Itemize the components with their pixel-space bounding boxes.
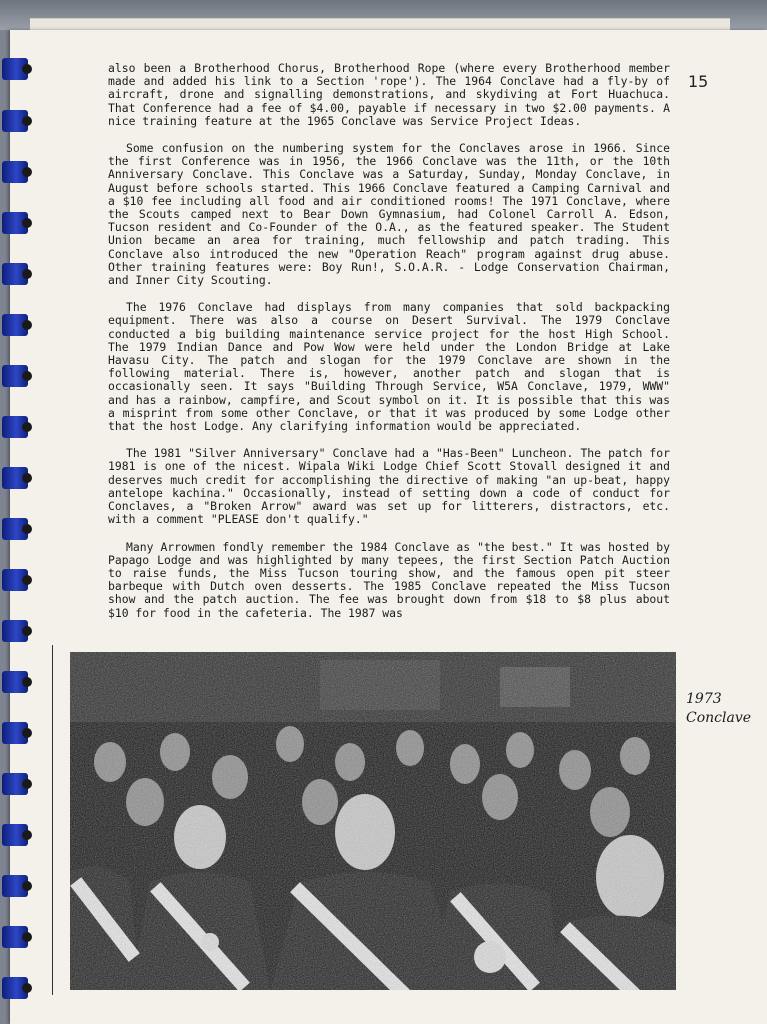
binding-coil: [2, 569, 28, 591]
binding-coil: [2, 314, 28, 336]
binding-coil: [2, 926, 28, 948]
paragraph: Many Arrowmen fondly remember the 1984 Conclave as "the best." It was hosted by Papago Lodge and was highlighted by many tepees, the first Section Patch Auction to raise funds, the Miss Tucson touring show, and the famous open pit steer barbeque with Dutch oven desserts. The 1985 Conclave repeated the Miss Tucson show and the patch auction. The fee was brought down from $18 to $8 plus about $10 for food in the cafeteria. The 1987 was: [108, 539, 670, 620]
binding-coil: [2, 875, 28, 897]
binding-coil: [2, 365, 28, 387]
paragraph: Some confusion on the numbering system for the Conclaves arose in 1966. Since the first Conference was in 1956, the 1966 Conclave was the 11th, or the 10th Anniversary Conclave. This Conclave was a Saturday, Sunday, Monday Conclave, in August before schools started. This 1966 Conclave featured a Camping Carnival and a $10 fee including all food and air conditioned rooms! The 1971 Conclave, where the Scouts camped next to Bear Down Gymnasium, had Colonel Carroll A. Edson, Tucson resident and Co-Founder of the O.A., as the featured speaker. The Student Union became an area for training, much fellowship and patch trading. This Conclave also introduced the new "Operation Reach" program against drug abuse. Other training features were: Boy Run!, S.O.A.R. - Lodge Conservation Chairman, and Inner City Scouting.: [108, 141, 670, 288]
page-number: 15: [688, 72, 709, 91]
paragraph: The 1976 Conclave had displays from many companies that sold backpacking equipment. There was also a course on Desert Survival. The 1979 Conclave conducted a big building maintenance service project for the host High School. The 1979 Indian Dance and Pow Wow were held under the London Bridge at Lake Havasu City. The patch and slogan for the 1979 Conclave are shown in the following material. There is, however, another patch and slogan that is occasionally seen. It says "Building Through Service, W5A Conclave, 1979, WWW" and has a rainbow, campfire, and Scout symbol on it. It is possible that this was a misprint from some other Conclave, or that it was produced by some Lodge other that the host Lodge. Any clarifying information would be appreciated.: [108, 300, 670, 434]
binding-coil: [2, 110, 28, 132]
photo-caption: [686, 690, 758, 728]
body-text: [108, 62, 670, 634]
binding-coil: [2, 671, 28, 693]
margin-rule: [52, 645, 53, 995]
conclave-photo: [70, 652, 676, 990]
binding-coil: [2, 824, 28, 846]
crowd-photo-image: [70, 652, 676, 990]
paragraph: also been a Brotherhood Chorus, Brotherhood Rope (where every Brotherhood member made and added his link to a Section 'rope'). The 1964 Conclave had a fly-by of aircraft, drone and signalling demonstrations, and skydiving at Fort Huachuca. That Conference had a fee of $4.00, payable if necessary in two $2.00 payments. A nice training feature at the 1965 Conclave was Service Project Ideas.: [108, 61, 670, 128]
binding-coil: [2, 620, 28, 642]
binding-coil: [2, 467, 28, 489]
binding-coil: [2, 518, 28, 540]
caption-label: Conclave: [686, 710, 752, 726]
binding-coil: [2, 977, 28, 999]
binding-coil: [2, 263, 28, 285]
binding-coil: [2, 161, 28, 183]
binding-coil: [2, 58, 28, 80]
paragraph: The 1981 "Silver Anniversary" Conclave had a "Has-Been" Luncheon. The patch for 1981 is one of the nicest. Wipala Wiki Lodge Chief Scott Stovall designed it and deserves much credit for accomplishing the directive of making "an up-beat, happy antelope kachina." Occasionally, instead of setting down a code of conduct for Conclaves, a "Broken Arrow" award was set up for litterers, distractors, etc. with a comment "PLEASE don't qualify.": [108, 446, 670, 527]
binding-coil: [2, 722, 28, 744]
caption-year: 1973: [686, 691, 722, 707]
binding-coil: [2, 212, 28, 234]
binding-coil: [2, 773, 28, 795]
spiral-binding: [0, 30, 30, 1024]
binding-coil: [2, 416, 28, 438]
